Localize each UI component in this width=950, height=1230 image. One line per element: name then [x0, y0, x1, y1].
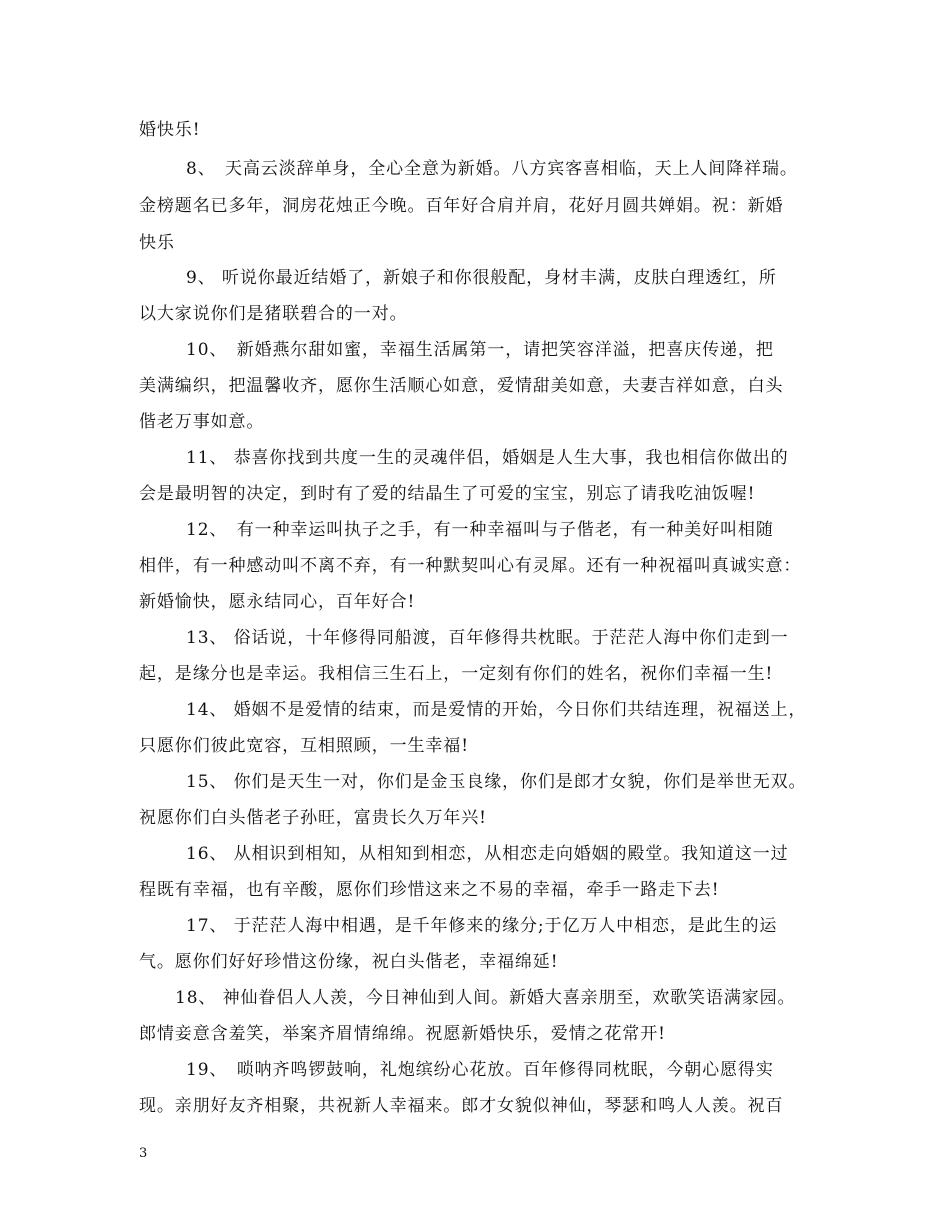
page-number: 3: [139, 1146, 148, 1161]
text-line: 15、 你们是天生一对，你们是金玉良缘，你们是郎才女貌，你们是举世无双。: [186, 772, 807, 792]
text-line: 10、 新婚燕尔甜如蜜，幸福生活属第一，请把笑容洋溢，把喜庆传递，把: [186, 340, 774, 360]
text-line: 偕老万事如意。: [139, 412, 265, 432]
text-line: 会是最明智的决定，到时有了爱的结晶生了可爱的宝宝，别忘了请我吃油饭喔!: [139, 484, 756, 504]
text-line: 17、 于茫茫人海中相遇，是千年修来的缘分;于亿万人中相恋，是此生的运: [186, 916, 778, 936]
text-line: 12、 有一种幸运叫执子之手，有一种幸福叫与子偕老，有一种美好叫相随: [186, 520, 774, 540]
text-line: 气。愿你们好好珍惜这份缘，祝白头偕老，幸福绵延!: [139, 952, 559, 972]
text-line: 19、 唢呐齐鸣锣鼓响，礼炮缤纷心花放。百年修得同枕眠，今朝心愿得实: [186, 1060, 774, 1080]
text-line: 快乐: [139, 233, 175, 253]
text-line: 13、 俗话说，十年修得同船渡，百年修得共枕眠。于茫茫人海中你们走到一: [186, 628, 789, 648]
text-line: 以大家说你们是猪联碧合的一对。: [139, 304, 408, 324]
text-line: 祝愿你们白头偕老子孙旺，富贵长久万年兴!: [139, 808, 487, 828]
text-line: 14、 婚姻不是爱情的结束，而是爱情的开始，今日你们共结连理，祝福送上，: [186, 700, 807, 720]
text-line: 8、 天高云淡辞单身，全心全意为新婚。八方宾客喜相临，天上人间降祥瑞。: [186, 159, 798, 179]
text-line: 16、 从相识到相知，从相知到相恋，从相恋走向婚姻的殿堂。我知道这一过: [186, 844, 789, 864]
text-line: 郎情妾意含羞笑，举案齐眉情绵绵。祝愿新婚快乐，爱情之花常开!: [139, 1024, 666, 1044]
text-line: 金榜题名已多年，洞房花烛正今晚。百年好合肩并肩，花好月圆共婵娟。祝：新婚: [139, 196, 784, 216]
text-line: 起，是缘分也是幸运。我相信三生石上，一定刻有你们的姓名，祝你们幸福一生!: [139, 664, 774, 684]
text-line: 现。亲朋好友齐相聚，共祝新人幸福来。郎才女貌似神仙，琴瑟和鸣人人羡。祝百: [139, 1096, 784, 1116]
text-line: 程既有幸福，也有辛酸，愿你们珍惜这来之不易的幸福，牵手一路走下去!: [139, 880, 720, 900]
text-line: 只愿你们彼此宽容，互相照顾，一生幸福!: [139, 736, 469, 756]
text-line: 新婚愉快，愿永结同心，百年好合!: [139, 592, 416, 612]
text-line: 婚快乐!: [139, 120, 201, 140]
text-line: 9、 听说你最近结婚了，新娘子和你很般配，身材丰满，皮肤白理透红，所: [186, 268, 777, 288]
text-line: 18、 神仙眷侣人人羡，今日神仙到人间。新婚大喜亲朋至，欢歌笑语满家园。: [175, 988, 796, 1008]
text-line: 11、 恭喜你找到共度一生的灵魂伴侣，婚姻是人生大事，我也相信你做出的: [186, 448, 789, 468]
text-line: 美满编织，把温馨收齐，愿你生活顺心如意，爱情甜美如意，夫妻吉祥如意，白头: [139, 376, 784, 396]
text-line: 相伴，有一种感动叫不离不弃，有一种默契叫心有灵犀。还有一种祝福叫真诚实意：: [139, 556, 802, 576]
